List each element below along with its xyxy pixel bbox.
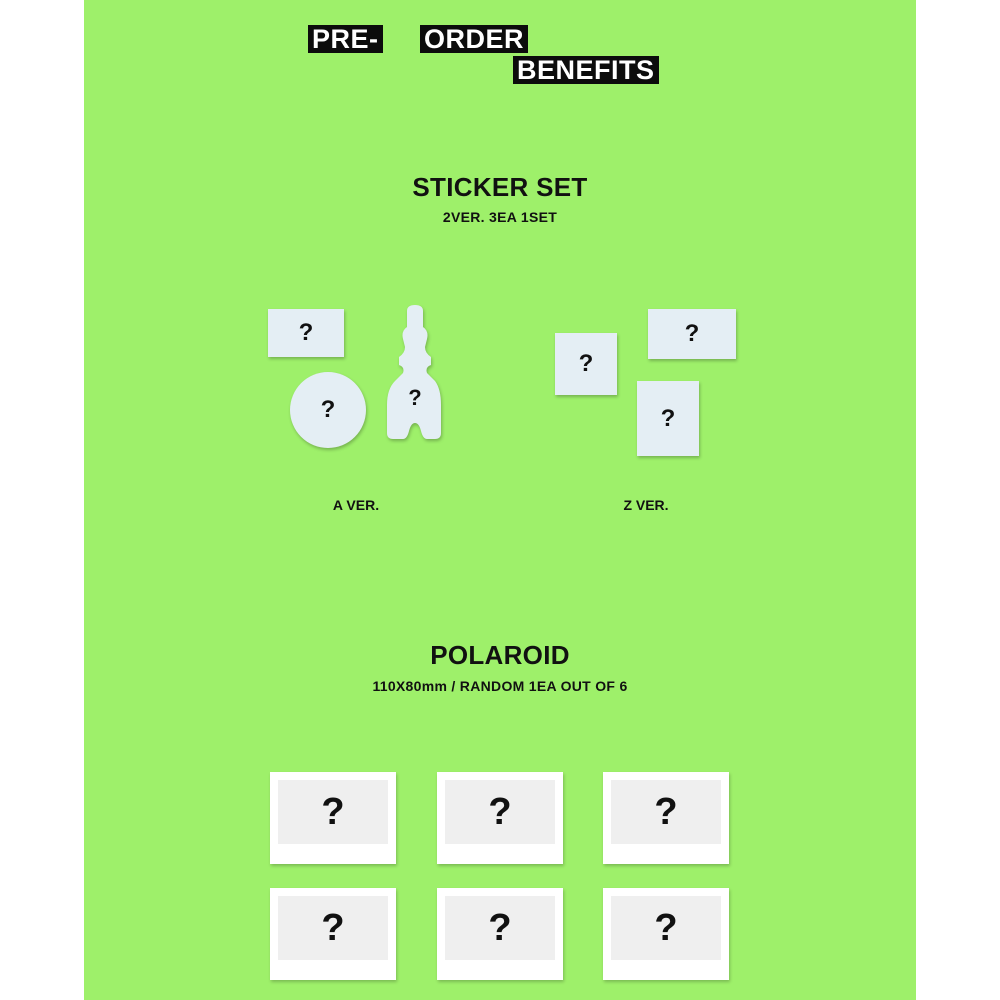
- sticker-z-tall: [637, 381, 699, 456]
- polaroid-card: [603, 772, 729, 864]
- question-mark-icon: ?: [408, 385, 422, 410]
- polaroid-photo: [445, 896, 555, 960]
- polaroid-card: [437, 772, 563, 864]
- polaroid-photo: [611, 896, 721, 960]
- question-mark-icon: ?: [321, 906, 345, 949]
- question-mark-icon: ?: [654, 906, 678, 949]
- polaroid-photo: [611, 780, 721, 844]
- question-mark-icon: ?: [488, 790, 512, 833]
- pre-tag: PRE-: [308, 25, 383, 53]
- polaroid-photo: [445, 780, 555, 844]
- sticker-a-bottle: [385, 305, 445, 445]
- question-mark-icon: ?: [578, 350, 594, 377]
- benefits-tag: BENEFITS: [513, 56, 659, 84]
- question-mark-icon: ?: [298, 319, 314, 346]
- polaroid-card: [437, 888, 563, 980]
- sticker-set-title: STICKER SET: [412, 172, 588, 202]
- bottle-shape: [387, 305, 441, 439]
- question-mark-icon: ?: [684, 320, 700, 347]
- question-mark-icon: ?: [660, 404, 676, 432]
- sticker-z-square: [555, 333, 617, 395]
- polaroid-card: [270, 772, 396, 864]
- a-version-label: A VER.: [332, 497, 380, 513]
- z-version-label: Z VER.: [623, 497, 669, 513]
- sticker-a-rect: [268, 309, 344, 357]
- order-tag: ORDER: [420, 25, 528, 53]
- polaroid-subtitle: 110X80mm / RANDOM 1EA OUT OF 6: [372, 678, 628, 694]
- polaroid-photo: [278, 896, 388, 960]
- question-mark-icon: ?: [320, 396, 336, 423]
- sticker-z-rect: [648, 309, 736, 359]
- polaroid-card: [603, 888, 729, 980]
- sticker-a-circle: [290, 372, 366, 448]
- polaroid-title: POLAROID: [430, 640, 570, 670]
- polaroid-photo: [278, 780, 388, 844]
- question-mark-icon: ?: [654, 790, 678, 833]
- question-mark-icon: ?: [321, 790, 345, 833]
- question-mark-icon: ?: [488, 906, 512, 949]
- polaroid-card: [270, 888, 396, 980]
- sticker-set-subtitle: 2VER. 3EA 1SET: [442, 209, 558, 225]
